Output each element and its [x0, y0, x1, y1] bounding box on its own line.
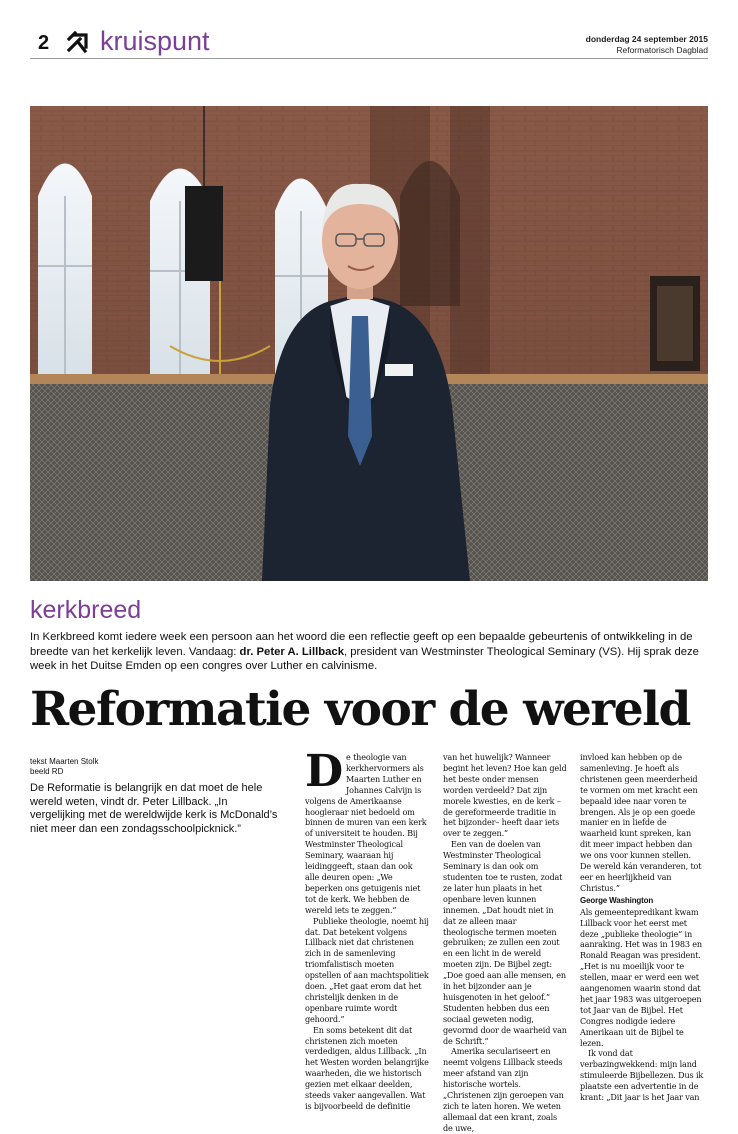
- feature-label: kerkbreed: [30, 596, 142, 624]
- article-headline: Reformatie voor de wereld: [30, 682, 690, 737]
- paragraph: En soms betekent dit dat christenen zich moeten verdedigen, aldus Lillback. „In het Westen worden belangrijke waarheden, die we historisch gezien met elkaar deelden, steeds vaker aangevallen. Wat is bijvoorbeeld de definitie: [305, 1024, 429, 1111]
- byline: [30, 757, 98, 777]
- section-title: kruispunt: [100, 26, 210, 56]
- intro-text-start: In Kerkbreed komt iedere week een persoon aan het woord die een reflectie geeft op een bepaalde gebeurtenis of ontwikkeling in de breedte van het kerkelijk leven. Vandaag:: [30, 631, 693, 658]
- body-column-1: [305, 746, 429, 1112]
- article-photo: [30, 106, 708, 581]
- body-column-2: [443, 752, 567, 1134]
- paragraph: Ik vond dat verbazingwekkend: mijn land stimuleerde Bijbellezen. Dus ik plaatste een advertentie in de krant: „Dit jaar is het Jaar van: [580, 1048, 704, 1103]
- intro-text-end: , president van Westminster Theological Seminary (VS). Hij sprak deze week in het Duitse Emden op een congres over Luther en calvinisme.: [30, 645, 699, 672]
- article-lead: De Reformatie is belangrijk en dat moet de hele wereld weten, vindt dr. Peter Lillback. „In vergelijking met de wereldwijde kerk is McDonald’s niet meer dan een zondagsschoolpicknick.”: [30, 782, 278, 835]
- page-number: 2: [38, 32, 50, 54]
- paragraph-text: e theologie van kerkhervormers als Maarten Luther en Johannes Calvijn is volgens de Amerikaanse hoogleraar niet bedoeld om binnen de muren van een kerk of universiteit te houden. Bij Westminster Theological Seminary, waaraan hij leidinggeeft, staan dan ook alle deuren open: „We beperken ons getuigenis niet tot de kerk. We hebben de wereld iets te zeggen.”: [305, 752, 427, 915]
- byline-photo: beeld RD: [30, 767, 64, 776]
- paper-name: Reformatorisch Dagblad: [616, 45, 708, 55]
- paragraph: Amerika seculariseert en neemt volgens Lillback steeds meer afstand van zijn historische wortels. „Christenen zijn geroepen van zich te laten horen. We weten allemaal dat een krant, zoals de uwe,: [443, 1046, 564, 1133]
- feature-intro: [30, 630, 710, 674]
- paragraph: Publieke theologie, noemt hij dat. Dat betekent volgens Lillback niet dat christenen zich in de samenleving triomfalistisch moeten opstellen of aan machtspolitiek doen. „Het gaat erom dat het christelijk denken in de openbare ruimte wordt gehoord.”: [305, 915, 429, 1024]
- paragraph: invloed kan hebben op de samenleving. Je hoeft als christenen geen meerderheid te vormen om met kracht een bepaald idee naar voren te brengen. Als je op een goede manier en in liefde de waarheid kunt spreken, kan dit meer impact hebben dan we ons voor kunnen stellen. De wereld kán veranderen, tot eer en heerlijkheid van Christus.”: [580, 752, 702, 893]
- paragraph: Als gemeentepredikant kwam Lillback voor het eerst met deze „publieke theologie” in aanraking. Het was in 1983 en Ronald Reagan was president. „Het is nu moeilijk voor te stellen, maar er werd een wet aangenomen waarin stond dat het jaar 1983 was uitgeroepen tot Jaar van de Bijbel. Het Congres nodigde iedere Amerikaan uit de Bijbel te lezen.: [580, 906, 702, 1048]
- subheading: George Washington: [580, 895, 654, 905]
- body-column-3: [580, 752, 704, 1103]
- intro-person-name: dr. Peter A. Lillback: [239, 645, 344, 658]
- drop-cap: D: [305, 746, 344, 797]
- dateline: [586, 34, 708, 56]
- cross-arrow-logo-icon: [66, 30, 90, 54]
- paragraph: van het huwelijk? Wanneer begint het leven? Hoe kan geld het beste onder mensen worden verdeeld? Dat zijn morele kwesties, en de kerk –de gereformeerde traditie in het bijzonder– heeft daar iets over te zeggen.”: [443, 752, 567, 839]
- paragraph: [305, 746, 429, 916]
- byline-text: tekst Maarten Stolk: [30, 757, 99, 766]
- issue-date: donderdag 24 september 2015: [585, 34, 708, 44]
- header-divider: [30, 58, 708, 59]
- paragraph: Een van de doelen van Westminster Theological Seminary is dan ook om studenten toe te rusten, zodat ze later hun plaats in het openbare leven kunnen innemen. „Dat houdt niet in dat ze alleen maar theologische termen moeten gebruiken; ze zullen een zout en een licht in de wereld moeten zijn. De Bijbel zegt: „Doe goed aan alle mensen, en in het bijzonder aan je huisgenoten in het geloof.” Studenten hebben dus een sociaal geweten nodig, gevormd door de waarheid van de Schrift.”: [443, 839, 567, 1046]
